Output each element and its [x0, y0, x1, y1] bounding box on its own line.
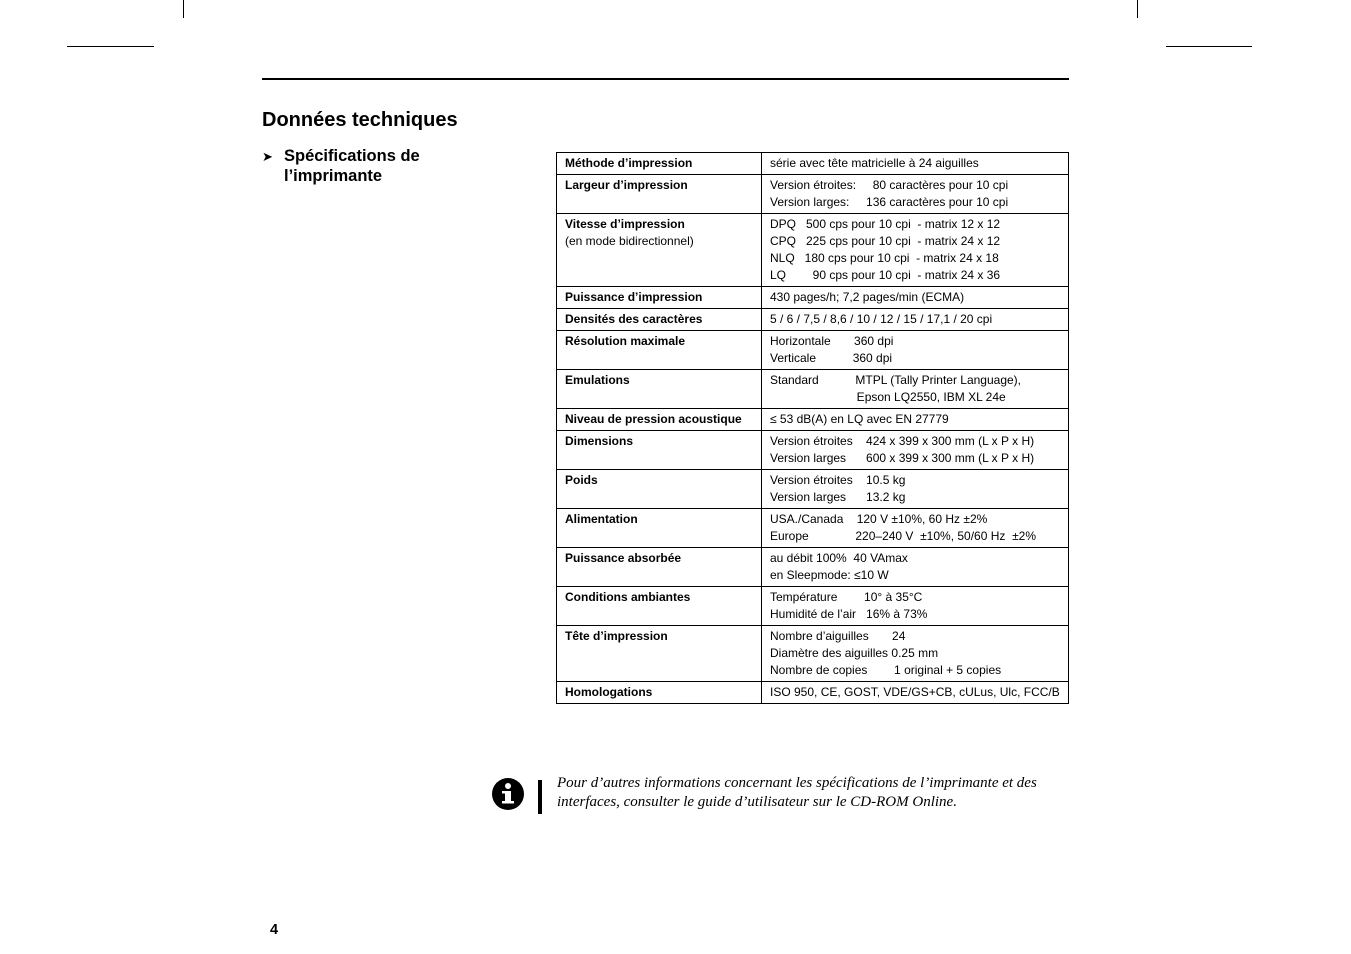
spec-label-cell: [557, 587, 762, 626]
table-row: [557, 509, 1069, 548]
spec-label: Vitesse d’impression: [565, 217, 685, 231]
spec-value-line: Température 10° à 35°C: [770, 590, 923, 604]
spec-value-line: Nombre d’aiguilles 24: [770, 629, 906, 643]
spec-value-cell: [762, 509, 1069, 548]
table-row: [557, 309, 1069, 331]
spec-value-line: Humidité de l’air 16% à 73%: [770, 607, 928, 621]
table-row: [557, 287, 1069, 309]
spec-value-line: Verticale 360 dpi: [770, 351, 893, 365]
crop-mark-top-right-vertical: [1137, 0, 1138, 18]
spec-value-cell: [762, 175, 1069, 214]
spec-value-line: NLQ 180 cps pour 10 cpi - matrix 24 x 18: [770, 251, 999, 265]
spec-label-cell: [557, 175, 762, 214]
spec-value-line: Version étroites 424 x 399 x 300 mm (L x P x H): [770, 434, 1035, 448]
table-row: [557, 470, 1069, 509]
spec-label: Méthode d’impression: [565, 156, 693, 170]
info-icon: [492, 778, 524, 810]
spec-value-cell: [762, 331, 1069, 370]
spec-value-line: ≤ 53 dB(A) en LQ avec EN 27779: [770, 412, 949, 426]
spec-label-cell: [557, 509, 762, 548]
spec-label-cell: [557, 626, 762, 682]
spec-value-line: USA./Canada 120 V ±10%, 60 Hz ±2%: [770, 512, 988, 526]
spec-label-cell: [557, 153, 762, 175]
table-row: [557, 153, 1069, 175]
table-row: [557, 175, 1069, 214]
spec-label-cell: [557, 682, 762, 704]
spec-value-line: CPQ 225 cps pour 10 cpi - matrix 24 x 12: [770, 234, 1001, 248]
table-row: [557, 548, 1069, 587]
spec-value-line: LQ 90 cps pour 10 cpi - matrix 24 x 36: [770, 268, 1001, 282]
spec-label-cell: [557, 331, 762, 370]
spec-label-cell: [557, 370, 762, 409]
spec-label: Puissance d’impression: [565, 290, 703, 304]
spec-label: Niveau de pression acoustique: [565, 412, 742, 426]
crop-mark-top-right-horizontal: [1166, 46, 1252, 47]
spec-value-cell: [762, 214, 1069, 287]
spec-value-line: en Sleepmode: ≤10 W: [770, 568, 889, 582]
spec-value-cell: [762, 431, 1069, 470]
spec-value-line: Version larges 600 x 399 x 300 mm (L x P x H): [770, 451, 1035, 465]
spec-value-line: 5 / 6 / 7,5 / 8,6 / 10 / 12 / 15 / 17,1 / 20 cpi: [770, 312, 993, 326]
spec-value-line: Version larges: 136 caractères pour 10 cpi: [770, 195, 1009, 209]
spec-label: Résolution maximale: [565, 334, 686, 348]
spec-value-cell: [762, 626, 1069, 682]
crop-mark-top-left-horizontal: [67, 46, 154, 47]
spec-value-cell: [762, 587, 1069, 626]
spec-label: Densités des caractères: [565, 312, 703, 326]
table-row: [557, 409, 1069, 431]
spec-label: Poids: [565, 473, 598, 487]
spec-label: Tête d’impression: [565, 629, 668, 643]
spec-value-cell: [762, 287, 1069, 309]
page-title: Données techniques: [262, 109, 458, 131]
spec-label: Conditions ambiantes: [565, 590, 691, 604]
spec-label-cell: [557, 309, 762, 331]
table-row: [557, 587, 1069, 626]
spec-label-cell: [557, 548, 762, 587]
spec-label: Largeur d’impression: [565, 178, 688, 192]
spec-value-cell: [762, 682, 1069, 704]
spec-value-cell: [762, 409, 1069, 431]
spec-label-cell: [557, 409, 762, 431]
spec-value-line: 430 pages/h; 7,2 pages/min (ECMA): [770, 290, 965, 304]
specifications-table: [556, 152, 1069, 704]
table-row: [557, 626, 1069, 682]
spec-value-line: Standard MTPL (Tally Printer Language),: [770, 373, 1022, 387]
spec-label: Puissance absorbée: [565, 551, 682, 565]
spec-value-line: série avec tête matricielle à 24 aiguilles: [770, 156, 979, 170]
note-text: Pour d’autres informations concernant les spécifications de l’imprimante et des interfaces, consulter le guide d’utilisateur sur le CD-ROM Online.: [557, 775, 1037, 810]
spec-value-line: Horizontale 360 dpi: [770, 334, 894, 348]
spec-value-cell: [762, 309, 1069, 331]
spec-value-line: Europe 220–240 V ±10%, 50/60 Hz ±2%: [770, 529, 1036, 543]
spec-value-line: ISO 950, CE, GOST, VDE/GS+CB, cULus, Ulc, FCC/B: [770, 685, 1060, 699]
table-row: [557, 370, 1069, 409]
table-row: [557, 682, 1069, 704]
spec-value-line: Version étroites: 80 caractères pour 10 cpi: [770, 178, 1009, 192]
spec-value-cell: [762, 548, 1069, 587]
spec-label-cell: [557, 470, 762, 509]
spec-value-line: Diamètre des aiguilles 0.25 mm: [770, 646, 939, 660]
spec-value-cell: [762, 153, 1069, 175]
spec-value-line: Epson LQ2550, IBM XL 24e: [770, 390, 1006, 404]
bullet-arrow-icon: ➤: [262, 149, 273, 164]
crop-mark-top-left-vertical: [183, 0, 184, 18]
spec-label: Dimensions: [565, 434, 634, 448]
spec-label-cell: [557, 287, 762, 309]
spec-value-line: au débit 100% 40 VAmax: [770, 551, 908, 565]
table-row: [557, 214, 1069, 287]
spec-value-line: Nombre de copies 1 original + 5 copies: [770, 663, 1002, 677]
table-row: [557, 431, 1069, 470]
header-rule: [262, 78, 1069, 80]
spec-value-line: Version étroites 10.5 kg: [770, 473, 906, 487]
spec-value-line: Version larges 13.2 kg: [770, 490, 906, 504]
spec-label-cell: [557, 431, 762, 470]
subheading-text: Spécifications de l’imprimante: [284, 147, 420, 185]
spec-label-cell: [557, 214, 762, 287]
spec-label: Emulations: [565, 373, 630, 387]
spec-sublabel: (en mode bidirectionnel): [565, 234, 694, 248]
spec-label: Alimentation: [565, 512, 638, 526]
spec-label: Homologations: [565, 685, 653, 699]
note-bar: [538, 780, 542, 814]
spec-value-cell: [762, 370, 1069, 409]
page-number: 4: [270, 922, 279, 938]
table-row: [557, 331, 1069, 370]
info-note: [492, 774, 1072, 818]
spec-value-line: DPQ 500 cps pour 10 cpi - matrix 12 x 12: [770, 217, 1001, 231]
spec-value-cell: [762, 470, 1069, 509]
